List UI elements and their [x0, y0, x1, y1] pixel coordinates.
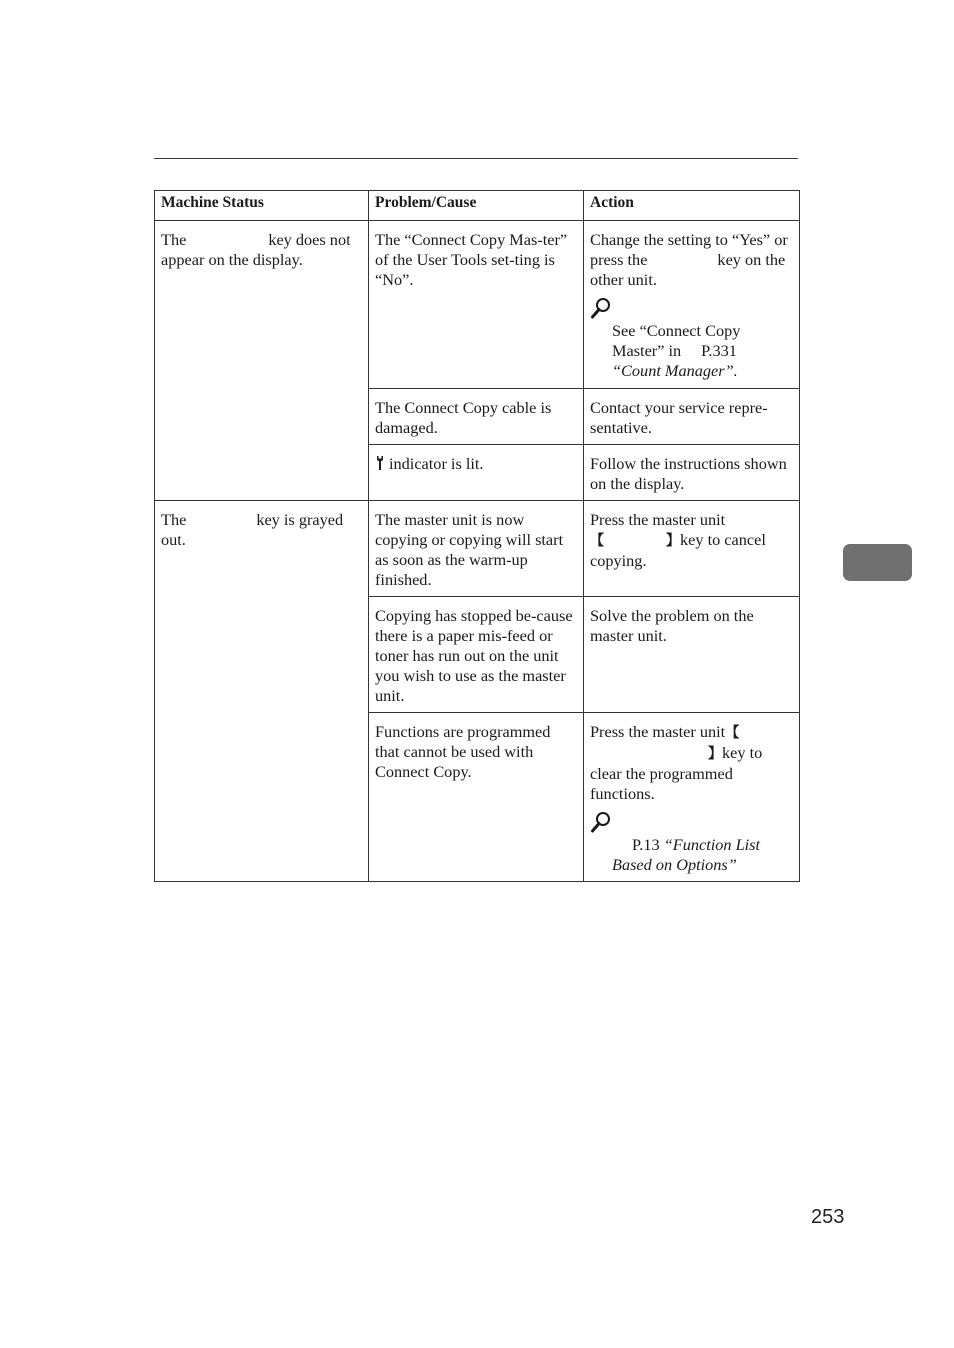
- problem-cell: The Connect Copy cable is damaged.: [369, 389, 584, 445]
- machine-status-cell: [155, 221, 369, 501]
- wrench-icon: [375, 455, 385, 471]
- reference-note: [590, 835, 793, 875]
- table-header-row: [155, 191, 800, 221]
- troubleshooting-table: [154, 190, 800, 882]
- problem-cell: Copying has stopped be-cause there is a paper mis-feed or toner has run out on the unit you wish to use as the master unit.: [369, 597, 584, 713]
- magnifier-icon: [590, 297, 612, 319]
- reference-title: “Function List Based on Options”: [612, 835, 761, 874]
- problem-text: indicator is lit.: [389, 454, 484, 473]
- reference-note: [590, 321, 793, 381]
- chapter-tab: [843, 544, 912, 581]
- action-cell: [584, 221, 800, 389]
- action-text: Change the setting to “Yes” or press the: [590, 230, 788, 269]
- key-bracket-open: 【: [590, 533, 604, 549]
- action-text: Press the master unit: [590, 722, 726, 741]
- action-cell: [584, 501, 800, 597]
- action-cell: [584, 713, 800, 882]
- reference-page[interactable]: P.13: [632, 835, 660, 854]
- action-cell: Contact your service repre-sentative.: [584, 389, 800, 445]
- status-text-pre: The: [161, 230, 187, 249]
- action-cell: Follow the instructions shown on the display.: [584, 445, 800, 501]
- page-number: 253: [811, 1206, 845, 1228]
- action-text: key to clear the programmed functions.: [590, 743, 763, 803]
- action-cell: Solve the problem on the master unit.: [584, 597, 800, 713]
- action-text: Press the master unit: [590, 510, 726, 529]
- key-bracket-open: 【: [725, 725, 740, 741]
- header-rule: [154, 158, 798, 159]
- status-text-post: key does not appear on the display.: [161, 230, 351, 269]
- status-text-post: key is grayed out.: [161, 510, 344, 549]
- problem-cell: Functions are programmed that cannot be used with Connect Copy.: [369, 713, 584, 882]
- table-row: [155, 221, 800, 389]
- key-bracket-close: 】: [708, 746, 722, 762]
- magnifier-icon: [590, 811, 612, 833]
- status-text-pre: The: [161, 510, 187, 529]
- problem-cell: [369, 445, 584, 501]
- reference-title: “Count Manager”.: [612, 361, 738, 380]
- header-action: Action: [584, 191, 800, 221]
- table-row: [155, 501, 800, 597]
- problem-cell: The master unit is now copying or copying will start as soon as the warm-up finished.: [369, 501, 584, 597]
- action-text: key to cancel copying.: [590, 530, 766, 570]
- problem-cell: The “Connect Copy Mas-ter” of the User Tools set-ting is “No”.: [369, 221, 584, 389]
- action-text: key on the other unit.: [590, 250, 786, 289]
- header-machine-status: Machine Status: [155, 191, 369, 221]
- header-problem-cause: Problem/Cause: [369, 191, 584, 221]
- key-bracket-close: 】: [666, 533, 680, 549]
- reference-text: See “Connect Copy Master” in: [612, 321, 741, 360]
- machine-status-cell: [155, 501, 369, 882]
- reference-page[interactable]: P.331: [701, 341, 737, 360]
